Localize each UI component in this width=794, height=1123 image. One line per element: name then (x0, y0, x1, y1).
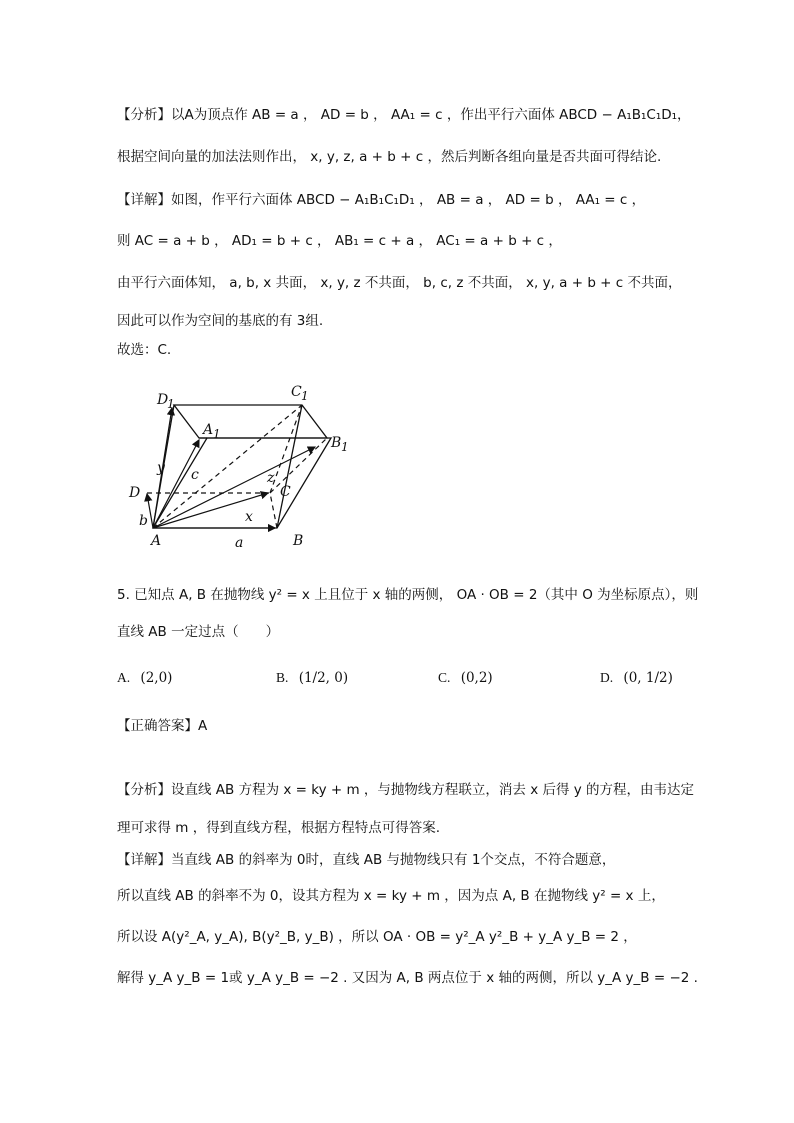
label-a: a (235, 535, 244, 551)
detail2-line-2: 所以直线 AB 的斜率不为 0，设其方程为 x = ky + m ，因为点 A, B 在抛物线 y² = x 上， (117, 888, 665, 904)
option-d-value: (0, 1/2) (623, 670, 673, 686)
label-D: D (129, 485, 141, 501)
label-D1-sub: 1 (167, 397, 175, 411)
detail-line-4: 因此可以作为空间的基底的有 3组. (117, 313, 324, 329)
detail-line-1: 【详解】如图，作平行六面体 ABCD − A₁B₁C₁D₁ ， AB = a ， AD = b ， AA₁ = c ， (117, 192, 646, 208)
answer-line: 【正确答案】A (117, 718, 208, 734)
question-stem-1: 5. 已知点 A, B 在抛物线 y² = x 上且位于 x 轴的两侧， OA · OB = 2（其中 O 为坐标原点），则 (117, 587, 699, 603)
option-a (117, 668, 172, 688)
analysis-line-1: 【分析】以A为顶点作 AB = a ， AD = b ， AA₁ = c ，作出平行六面体 ABCD − A₁B₁C₁D₁， (117, 107, 691, 123)
option-a-value: (2,0) (140, 670, 173, 686)
label-b: b (139, 513, 148, 529)
label-B1: B (331, 435, 342, 451)
label-C1-sub: 1 (301, 389, 309, 403)
detail-line-3: 由平行六面体知， a, b, x 共面， x, y, z 不共面， b, c, z 不共面， x, y, a + b + c 不共面， (117, 275, 682, 291)
detail2-line-4: 解得 y_A y_B = 1或 y_A y_B = −2 . 又因为 A, B 两点位于 x 轴的两侧，所以 y_A y_B = −2 . (117, 970, 698, 986)
label-A: A (151, 533, 162, 549)
option-b-label: B. (276, 670, 289, 685)
option-d (600, 668, 673, 688)
label-A1-sub: 1 (213, 427, 221, 441)
analysis2-line-1: 【分析】设直线 AB 方程为 x = ky + m ，与抛物线方程联立，消去 x 后得 y 的方程，由韦达定 (117, 782, 695, 798)
label-C: C (280, 484, 291, 500)
analysis2-line-2: 理可求得 m ，得到直线方程，根据方程特点可得答案. (117, 820, 441, 836)
label-C1: C (291, 384, 302, 400)
question-stem-2: 直线 AB 一定过点（ ） (117, 624, 280, 640)
option-c-value: (0,2) (460, 670, 493, 686)
detail2-line-1: 【详解】当直线 AB 的斜率为 0时，直线 AB 与抛物线只有 1个交点，不符合题意， (117, 852, 616, 868)
label-z: z (267, 470, 275, 486)
label-D1: D (157, 392, 169, 408)
parallelepiped-figure (115, 375, 375, 555)
label-x: x (245, 509, 253, 525)
top-face (174, 405, 327, 438)
label-c: c (191, 467, 199, 483)
detail2-line-3: 所以设 A(y²_A, y_A), B(y²_B, y_B) ，所以 OA · OB = y²_A y²_B + y_A y_B = 2 ， (117, 929, 637, 945)
option-d-label: D. (600, 670, 614, 685)
option-b (276, 668, 348, 688)
option-a-label: A. (117, 670, 131, 685)
label-B: B (293, 533, 304, 549)
option-c (438, 668, 493, 688)
option-b-value: (1/2, 0) (298, 670, 349, 686)
detail-line-2: 则 AC = a + b ， AD₁ = b + c ， AB₁ = c + a ， AC₁ = a + b + c ， (117, 233, 562, 249)
label-y: y (157, 460, 165, 476)
detail-line-5: 故选：C. (117, 342, 172, 358)
label-B1-sub: 1 (341, 440, 349, 454)
option-c-label: C. (438, 670, 451, 685)
analysis-line-2: 根据空间向量的加法法则作出， x, y, z, a + b + c ，然后判断各组向量是否共面可得结论. (117, 149, 662, 165)
label-A1: A (203, 422, 214, 438)
